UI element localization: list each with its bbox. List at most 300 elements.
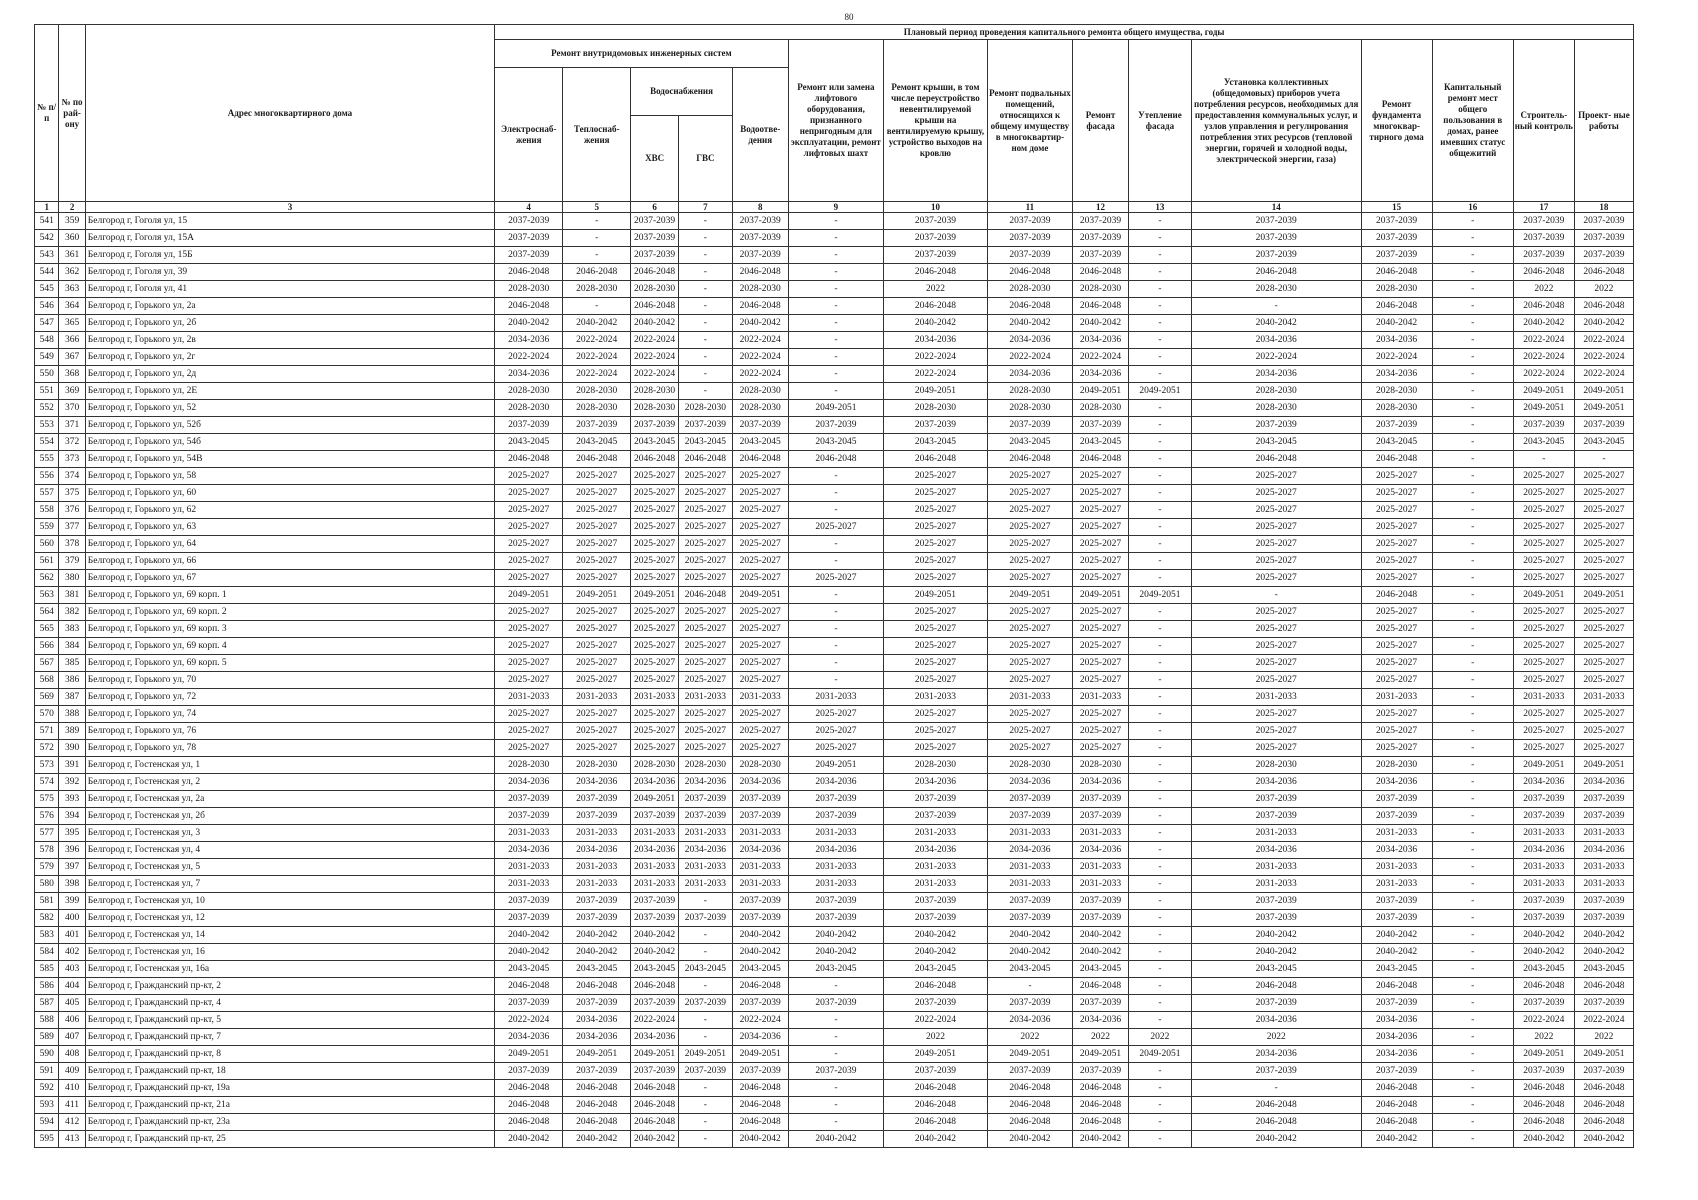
table-cell: 389 (59, 723, 85, 740)
column-number: 3 (85, 202, 494, 213)
table-cell: - (1432, 332, 1513, 349)
table-cell: 2043-2045 (1513, 434, 1574, 451)
table-cell: 2028-2030 (631, 400, 679, 417)
table-cell: 2049-2051 (987, 1046, 1072, 1063)
table-cell: 2025-2027 (1513, 672, 1574, 689)
table-row (35, 995, 1634, 1012)
table-cell: 2040-2042 (1513, 1131, 1574, 1148)
table-cell: 2025-2027 (1073, 604, 1129, 621)
header-main-title: Плановый период проведения капитального ремонта общего имущества, годы (495, 25, 1634, 40)
table-cell: 2046-2048 (1361, 451, 1432, 468)
table-cell: - (1128, 774, 1191, 791)
table-cell: 2046-2048 (1361, 264, 1432, 281)
table-cell: 2037-2039 (678, 808, 732, 825)
table-cell: 2037-2039 (631, 417, 679, 434)
table-cell: 2025-2027 (631, 468, 679, 485)
table-cell: 2040-2042 (884, 944, 988, 961)
table-row (35, 570, 1634, 587)
table-cell: 2037-2039 (987, 791, 1072, 808)
table-cell: 2037-2039 (732, 247, 788, 264)
table-cell: 2046-2048 (495, 1097, 563, 1114)
table-cell: 2034-2036 (1361, 332, 1432, 349)
table-row (35, 1012, 1634, 1029)
table-cell: 2040-2042 (563, 1131, 631, 1148)
table-cell: - (1128, 604, 1191, 621)
table-cell: 2049-2051 (1513, 587, 1574, 604)
table-cell: 2040-2042 (788, 1131, 883, 1148)
table-cell: 2040-2042 (987, 315, 1072, 332)
table-cell: - (987, 978, 1072, 995)
address-cell: Белгород г, Гостенская ул, 14 (85, 927, 494, 944)
table-cell: 2046-2048 (495, 451, 563, 468)
table-cell: 591 (35, 1063, 59, 1080)
table-cell: 2025-2027 (563, 621, 631, 638)
table-cell: 2031-2033 (987, 825, 1072, 842)
table-cell: 2037-2039 (1361, 791, 1432, 808)
table-cell: - (678, 927, 732, 944)
table-cell: 2028-2030 (884, 757, 988, 774)
table-cell: 2022-2024 (631, 1012, 679, 1029)
table-cell: 2046-2048 (1513, 264, 1574, 281)
table-cell: 2034-2036 (495, 1029, 563, 1046)
col-header-gvs: ГВС (678, 116, 732, 202)
table-cell: 2040-2042 (788, 944, 883, 961)
table-cell: 2037-2039 (987, 230, 1072, 247)
table-cell: 558 (35, 502, 59, 519)
table-cell: - (788, 1029, 883, 1046)
table-cell: 2025-2027 (563, 570, 631, 587)
table-cell: 2040-2042 (1513, 315, 1574, 332)
table-cell: - (678, 247, 732, 264)
table-cell: 407 (59, 1029, 85, 1046)
table-cell: 548 (35, 332, 59, 349)
table-cell: 2025-2027 (1361, 706, 1432, 723)
table-cell: 2043-2045 (1361, 434, 1432, 451)
table-cell: 2037-2039 (1191, 791, 1361, 808)
table-cell: 2031-2033 (495, 876, 563, 893)
table-cell: - (1432, 451, 1513, 468)
address-cell: Белгород г, Гостенская ул, 10 (85, 893, 494, 910)
table-cell: 2049-2051 (788, 400, 883, 417)
table-cell: 2025-2027 (1361, 621, 1432, 638)
table-cell: 2037-2039 (884, 230, 988, 247)
table-cell: 2034-2036 (788, 774, 883, 791)
table-cell: 2040-2042 (1073, 315, 1129, 332)
table-cell: - (788, 230, 883, 247)
table-cell: 2034-2036 (732, 1029, 788, 1046)
table-cell: 2037-2039 (631, 213, 679, 230)
table-cell: 2028-2030 (884, 400, 988, 417)
table-cell: 543 (35, 247, 59, 264)
table-cell: 2025-2027 (1361, 468, 1432, 485)
table-cell: 2034-2036 (678, 842, 732, 859)
table-cell: 2025-2027 (678, 536, 732, 553)
table-cell: 569 (35, 689, 59, 706)
table-cell: 545 (35, 281, 59, 298)
column-number: 7 (678, 202, 732, 213)
table-cell: 2040-2042 (631, 927, 679, 944)
table-cell: 2037-2039 (1513, 247, 1574, 264)
table-cell: - (1128, 706, 1191, 723)
table-cell: 2028-2030 (987, 757, 1072, 774)
table-cell: 2025-2027 (1574, 655, 1633, 672)
table-cell: 2034-2036 (495, 842, 563, 859)
table-cell: 2037-2039 (884, 808, 988, 825)
address-cell: Белгород г, Горького ул, 2Е (85, 383, 494, 400)
table-cell: - (1432, 655, 1513, 672)
table-cell: 2025-2027 (1574, 723, 1633, 740)
table-cell: 574 (35, 774, 59, 791)
table-cell: 2028-2030 (732, 383, 788, 400)
table-cell: 2037-2039 (987, 808, 1072, 825)
table-cell: 405 (59, 995, 85, 1012)
table-cell: 397 (59, 859, 85, 876)
table-cell: 2022 (884, 281, 988, 298)
table-cell: - (1432, 247, 1513, 264)
table-cell: 2022-2024 (1574, 349, 1633, 366)
table-cell: - (1432, 1131, 1513, 1148)
table-cell: 2031-2033 (1513, 859, 1574, 876)
table-cell: 2031-2033 (884, 689, 988, 706)
table-cell: 399 (59, 893, 85, 910)
table-cell: 2025-2027 (987, 621, 1072, 638)
table-row (35, 1029, 1634, 1046)
table-cell: 2022-2024 (563, 332, 631, 349)
table-cell: 2046-2048 (1073, 264, 1129, 281)
page-number: 80 (844, 12, 854, 22)
table-row (35, 638, 1634, 655)
table-cell: 2034-2036 (1191, 1046, 1361, 1063)
col-header-facade: Ремонт фасада (1073, 40, 1129, 202)
table-cell: 2037-2039 (732, 791, 788, 808)
table-cell: 2046-2048 (1574, 978, 1633, 995)
col-header-insulation: Утепление фасада (1128, 40, 1191, 202)
table-cell: 2040-2042 (788, 927, 883, 944)
table-cell: 2037-2039 (987, 417, 1072, 434)
table-cell: 2025-2027 (678, 468, 732, 485)
table-cell: 2031-2033 (987, 689, 1072, 706)
table-cell: 2028-2030 (563, 757, 631, 774)
table-cell: 2031-2033 (563, 876, 631, 893)
table-cell: 2046-2048 (1361, 1114, 1432, 1131)
table-cell: 2043-2045 (1574, 961, 1633, 978)
table-cell: 2031-2033 (987, 859, 1072, 876)
table-cell: 2046-2048 (1191, 1114, 1361, 1131)
table-cell: 2040-2042 (1513, 927, 1574, 944)
table-cell: 2025-2027 (1073, 706, 1129, 723)
table-cell: - (788, 281, 883, 298)
table-cell: 2025-2027 (631, 723, 679, 740)
table-cell: 2049-2051 (1574, 757, 1633, 774)
table-cell: 2025-2027 (631, 570, 679, 587)
table-cell: 2037-2039 (563, 1063, 631, 1080)
table-cell: 2025-2027 (631, 655, 679, 672)
table-cell: - (1191, 587, 1361, 604)
table-cell: 2025-2027 (1513, 502, 1574, 519)
table-cell: 2037-2039 (495, 995, 563, 1012)
table-cell: - (1128, 621, 1191, 638)
table-cell: 2037-2039 (1361, 230, 1432, 247)
table-cell: 2034-2036 (1361, 366, 1432, 383)
table-row (35, 927, 1634, 944)
table-cell: 2037-2039 (884, 1063, 988, 1080)
table-cell: 2025-2027 (732, 672, 788, 689)
table-cell: 2025-2027 (788, 519, 883, 536)
column-number: 18 (1574, 202, 1633, 213)
column-number: 2 (59, 202, 85, 213)
table-cell: 2037-2039 (1574, 995, 1633, 1012)
address-cell: Белгород г, Гостенская ул, 7 (85, 876, 494, 893)
table-cell: 2037-2039 (1191, 893, 1361, 910)
table-cell: 542 (35, 230, 59, 247)
table-row (35, 1080, 1634, 1097)
table-cell: 2034-2036 (1191, 774, 1361, 791)
address-cell: Белгород г, Гражданский пр-кт, 23а (85, 1114, 494, 1131)
table-cell: 2025-2027 (1073, 502, 1129, 519)
table-cell: 2037-2039 (732, 213, 788, 230)
table-cell: 2043-2045 (788, 434, 883, 451)
table-cell: 2025-2027 (563, 672, 631, 689)
table-cell: 587 (35, 995, 59, 1012)
table-cell: 359 (59, 213, 85, 230)
table-cell: 2046-2048 (732, 264, 788, 281)
table-cell: 544 (35, 264, 59, 281)
col-header-n: № п/п (35, 25, 59, 202)
table-cell: 579 (35, 859, 59, 876)
table-cell: 2046-2048 (1574, 1114, 1633, 1131)
table-cell: 372 (59, 434, 85, 451)
table-row (35, 689, 1634, 706)
table-cell: 2037-2039 (1191, 995, 1361, 1012)
table-cell: 2034-2036 (563, 842, 631, 859)
table-cell: - (1128, 417, 1191, 434)
table-cell: 2049-2051 (987, 587, 1072, 604)
table-cell: 2037-2039 (678, 791, 732, 808)
table-cell: 2025-2027 (631, 740, 679, 757)
table-cell: 2037-2039 (1073, 247, 1129, 264)
column-number: 10 (884, 202, 988, 213)
table-cell: 2022-2024 (732, 366, 788, 383)
table-cell: 2031-2033 (1513, 689, 1574, 706)
table-cell: 551 (35, 383, 59, 400)
address-cell: Белгород г, Горького ул, 67 (85, 570, 494, 587)
table-cell: 406 (59, 1012, 85, 1029)
address-cell: Белгород г, Горького ул, 2б (85, 315, 494, 332)
table-cell: 2034-2036 (1191, 1012, 1361, 1029)
table-cell: 2040-2042 (1574, 927, 1633, 944)
table-cell: 2031-2033 (678, 689, 732, 706)
address-cell: Белгород г, Гражданский пр-кт, 19а (85, 1080, 494, 1097)
table-cell: 2046-2048 (631, 1080, 679, 1097)
table-cell: - (1432, 706, 1513, 723)
table-cell: - (788, 672, 883, 689)
table-cell: 2025-2027 (1073, 672, 1129, 689)
table-row (35, 298, 1634, 315)
table-cell: 2043-2045 (631, 961, 679, 978)
table-cell: - (1432, 468, 1513, 485)
table-cell: 2049-2051 (732, 587, 788, 604)
table-row (35, 723, 1634, 740)
table-cell: 2025-2027 (495, 485, 563, 502)
table-cell: 2037-2039 (1073, 910, 1129, 927)
table-cell: 2025-2027 (631, 485, 679, 502)
table-cell: 2025-2027 (1073, 536, 1129, 553)
table-cell: 2043-2045 (1513, 961, 1574, 978)
table-cell: 2046-2048 (884, 264, 988, 281)
table-cell: 583 (35, 927, 59, 944)
table-cell: 2025-2027 (495, 468, 563, 485)
table-row (35, 859, 1634, 876)
table-cell: 2025-2027 (1073, 740, 1129, 757)
table-cell: 409 (59, 1063, 85, 1080)
table-cell: 361 (59, 247, 85, 264)
address-cell: Белгород г, Гражданский пр-кт, 8 (85, 1046, 494, 1063)
table-cell: 2025-2027 (987, 468, 1072, 485)
table-cell: - (788, 1080, 883, 1097)
table-row (35, 876, 1634, 893)
table-cell: 2031-2033 (631, 825, 679, 842)
table-cell: 2028-2030 (1073, 281, 1129, 298)
table-cell: 2040-2042 (1574, 944, 1633, 961)
table-cell: 2046-2048 (563, 264, 631, 281)
table-row (35, 400, 1634, 417)
table-cell: 2049-2051 (1073, 587, 1129, 604)
table-cell: 2037-2039 (631, 910, 679, 927)
table-cell: 2046-2048 (987, 298, 1072, 315)
table-cell: 2037-2039 (788, 791, 883, 808)
table-cell: 2037-2039 (678, 1063, 732, 1080)
table-cell: 2025-2027 (732, 468, 788, 485)
table-cell: 2049-2051 (495, 587, 563, 604)
table-cell: - (788, 621, 883, 638)
table-cell: 589 (35, 1029, 59, 1046)
table-cell: 582 (35, 910, 59, 927)
table-cell: 2031-2033 (495, 689, 563, 706)
table-cell: 2031-2033 (884, 859, 988, 876)
table-cell: 2034-2036 (563, 774, 631, 791)
table-cell: 2031-2033 (678, 825, 732, 842)
table-cell: 2025-2027 (1574, 638, 1633, 655)
address-cell: Белгород г, Горького ул, 69 корп. 3 (85, 621, 494, 638)
table-cell: 2037-2039 (1073, 230, 1129, 247)
table-cell: 369 (59, 383, 85, 400)
table-cell: 2025-2027 (884, 604, 988, 621)
table-cell: 2037-2039 (788, 893, 883, 910)
table-cell: 398 (59, 876, 85, 893)
table-cell: 2028-2030 (1073, 757, 1129, 774)
table-cell: 2034-2036 (631, 842, 679, 859)
table-cell: 2034-2036 (1361, 1012, 1432, 1029)
table-cell: 2025-2027 (1513, 553, 1574, 570)
table-cell: - (678, 893, 732, 910)
table-cell: 2037-2039 (1574, 791, 1633, 808)
table-cell: 2025-2027 (495, 706, 563, 723)
table-cell: - (678, 1080, 732, 1097)
table-cell: 383 (59, 621, 85, 638)
table-cell: - (1432, 281, 1513, 298)
table-cell: - (1432, 536, 1513, 553)
table-cell: 2025-2027 (495, 502, 563, 519)
table-cell: - (1128, 893, 1191, 910)
table-cell: 2028-2030 (563, 400, 631, 417)
table-cell: 2037-2039 (884, 417, 988, 434)
table-cell: 2034-2036 (788, 842, 883, 859)
table-cell: 2025-2027 (1073, 553, 1129, 570)
table-cell: 2037-2039 (987, 910, 1072, 927)
table-cell: 2043-2045 (495, 434, 563, 451)
table-cell: 2037-2039 (1574, 1063, 1633, 1080)
table-cell: - (1128, 944, 1191, 961)
table-cell: 584 (35, 944, 59, 961)
table-cell: 2025-2027 (631, 536, 679, 553)
table-cell: 402 (59, 944, 85, 961)
table-cell: 2028-2030 (495, 400, 563, 417)
table-cell: 391 (59, 757, 85, 774)
table-cell: 2037-2039 (987, 213, 1072, 230)
table-cell: 595 (35, 1131, 59, 1148)
table-cell: 2022 (884, 1029, 988, 1046)
table-cell: 564 (35, 604, 59, 621)
table-cell: 2025-2027 (1361, 723, 1432, 740)
table-cell: 2025-2027 (884, 638, 988, 655)
table-cell: 2025-2027 (678, 621, 732, 638)
table-cell: - (1432, 859, 1513, 876)
table-cell: 2028-2030 (1361, 757, 1432, 774)
table-cell: 2025-2027 (1574, 553, 1633, 570)
table-cell: 2037-2039 (1513, 213, 1574, 230)
table-cell: - (678, 1029, 732, 1046)
table-cell: 578 (35, 842, 59, 859)
table-cell: - (1128, 536, 1191, 553)
table-cell: 2028-2030 (1191, 400, 1361, 417)
table-cell: 2028-2030 (631, 281, 679, 298)
table-row (35, 213, 1634, 230)
table-cell: 2025-2027 (1574, 485, 1633, 502)
table-cell: 2025-2027 (884, 502, 988, 519)
table-cell: 2046-2048 (563, 451, 631, 468)
table-cell: - (1432, 808, 1513, 825)
col-header-drain: Водоотве- дения (732, 68, 788, 202)
table-cell: - (788, 332, 883, 349)
table-cell: 2046-2048 (495, 1080, 563, 1097)
table-cell: - (788, 247, 883, 264)
table-cell: 2025-2027 (631, 672, 679, 689)
table-cell: - (1128, 400, 1191, 417)
table-row (35, 451, 1634, 468)
table-cell: 2025-2027 (1513, 740, 1574, 757)
table-cell: 380 (59, 570, 85, 587)
table-cell: 382 (59, 604, 85, 621)
table-cell: 2022 (1128, 1029, 1191, 1046)
table-row (35, 893, 1634, 910)
table-cell: 2043-2045 (1191, 434, 1361, 451)
table-cell: - (1128, 638, 1191, 655)
table-cell: 2046-2048 (1073, 1114, 1129, 1131)
table-cell: - (1432, 910, 1513, 927)
table-cell: 2025-2027 (678, 706, 732, 723)
table-cell: 2034-2036 (732, 842, 788, 859)
table-cell: 2025-2027 (563, 723, 631, 740)
table-cell: 2022 (1574, 281, 1633, 298)
table-cell: - (678, 230, 732, 247)
table-cell: 2025-2027 (563, 638, 631, 655)
table-cell: 2046-2048 (631, 264, 679, 281)
table-cell: 2025-2027 (884, 706, 988, 723)
table-cell: - (1432, 825, 1513, 842)
address-cell: Белгород г, Гражданский пр-кт, 21а (85, 1097, 494, 1114)
table-cell: - (1432, 1114, 1513, 1131)
table-cell: 2025-2027 (1361, 485, 1432, 502)
